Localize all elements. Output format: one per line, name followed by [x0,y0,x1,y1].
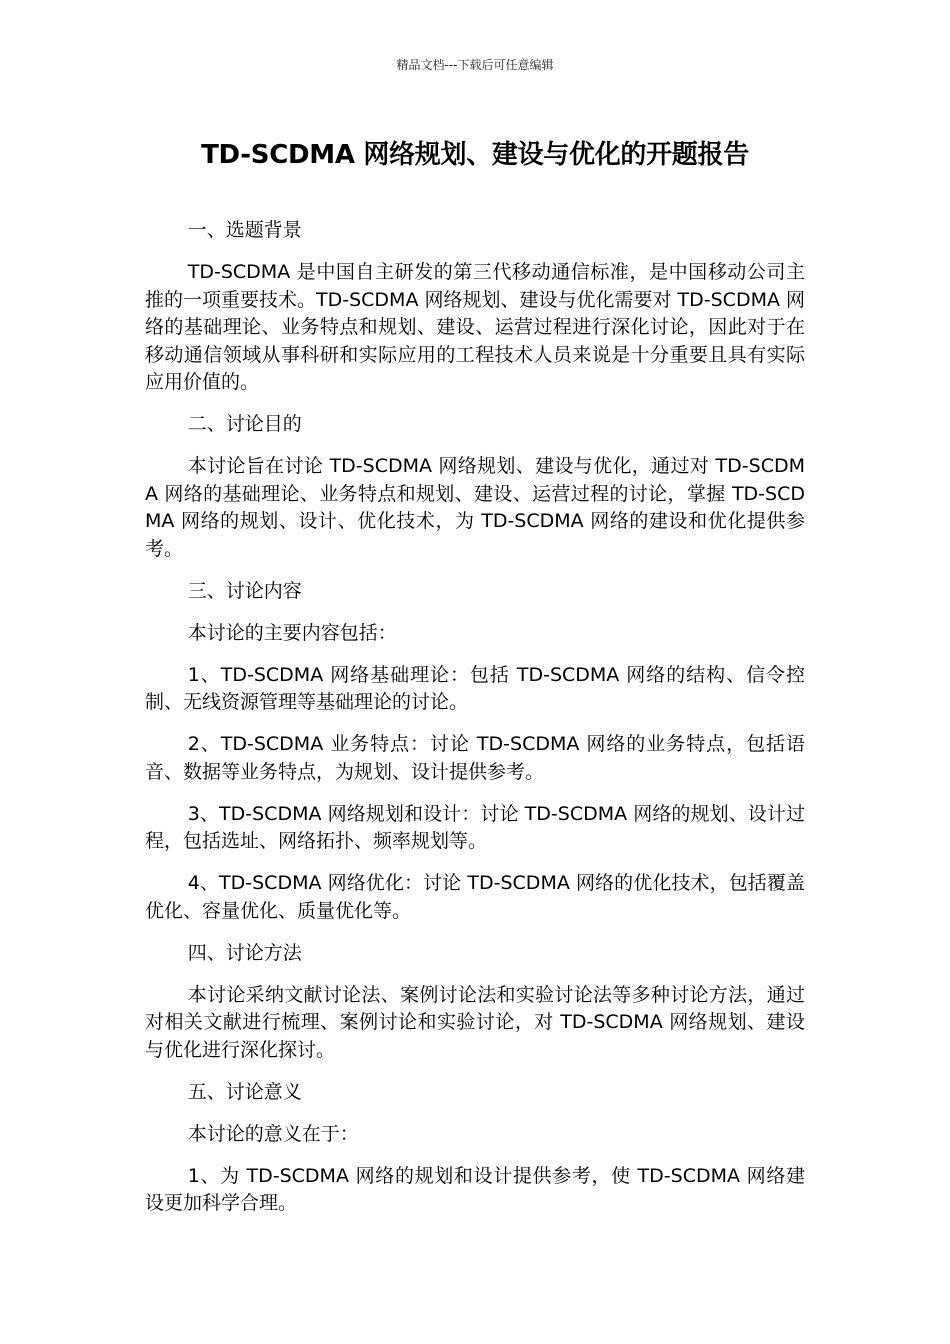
list-item-content-4: 4、TD-SCDMA 网络优化：讨论 TD-SCDMA 网络的优化技术，包括覆盖优化、容量优化、质量优化等。 [145,872,805,922]
section-heading-content: 三、讨论内容 [187,579,302,602]
section-heading-method: 四、讨论方法 [187,941,302,964]
page-header-watermark: 精品文档---下载后可任意编辑 [396,58,554,72]
paragraph-content-intro: 本讨论的主要内容包括： [187,621,397,644]
paragraph-background: TD-SCDMA 是中国自主研发的第三代移动通信标准，是中国移动公司主推的一项重要技术。TD-SCDMA 网络规划、建设与优化需要对 TD-SCDMA 网络的基础理论、业务特点和规划、建设、运营过程进行深化讨论，因此对于在移动通信领域从事科研和实际应用的工程技术人员来说是十分重要且具有实际应用价值的。 [145,261,806,393]
section-heading-background: 一、选题背景 [187,219,302,241]
list-item-content-1: 1、TD-SCDMA 网络基础理论：包括 TD-SCDMA 网络的结构、信令控制、无线资源管理等基础理论的讨论。 [145,663,805,713]
paragraph-purpose: 本讨论旨在讨论 TD-SCDMA 网络规划、建设与优化，通过对 TD-SCDMA 网络的基础理论、业务特点和规划、建设、运营过程的讨论，掌握 TD-SCDMA 网络的规划、设计、优化技术，为 TD-SCDMA 网络的建设和优化提供参考。 [145,455,805,560]
section-heading-significance: 五、讨论意义 [187,1080,302,1103]
list-item-content-2: 2、TD-SCDMA 业务特点：讨论 TD-SCDMA 网络的业务特点，包括语音、数据等业务特点，为规划、设计提供参考。 [145,733,805,783]
section-heading-purpose: 二、讨论目的 [187,413,302,435]
document-body [145,217,805,1232]
paragraph-method: 本讨论采纳文献讨论法、案例讨论法和实验讨论法等多种讨论方法，通过对相关文献进行梳理、案例讨论和实验讨论，对 TD-SCDMA 网络规划、建设与优化进行深化探讨。 [145,983,805,1061]
list-item-significance-1: 1、为 TD-SCDMA 网络的规划和设计提供参考，使 TD-SCDMA 网络建设更加科学合理。 [145,1164,805,1214]
list-item-content-3: 3、TD-SCDMA 网络规划和设计：讨论 TD-SCDMA 网络的规划、设计过程，包括选址、网络拓扑、频率规划等。 [145,802,805,852]
document-title: TD-SCDMA 网络规划、建设与优化的开题报告 [201,140,749,170]
paragraph-significance-intro: 本讨论的意义在于： [187,1122,359,1145]
